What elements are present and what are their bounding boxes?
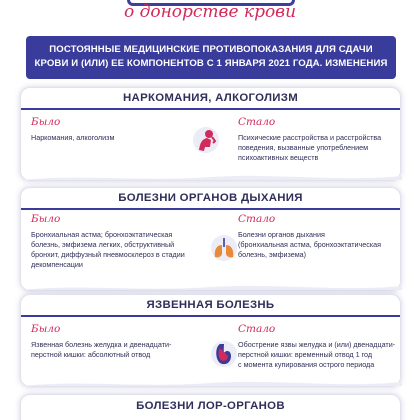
section-card-ent	[20, 394, 401, 420]
wave-decoration	[21, 284, 402, 290]
section-title: ЯЗВЕННАЯ БОЛЕЗНЬ	[146, 299, 275, 311]
was-text: Наркомания, алкоголизм	[31, 133, 115, 142]
wave-decoration	[21, 174, 402, 180]
section-card-ulcer	[20, 294, 401, 387]
lungs-icon	[209, 233, 239, 263]
section-card-respiratory	[20, 187, 401, 291]
info-banner	[26, 36, 396, 79]
became-text: Обострение язвы желудка и (или) двенадцати- перстной кишки: временный отвод 1 год с момента купирования острого периода	[238, 340, 396, 369]
section-card-addiction	[20, 87, 401, 181]
was-label: Было	[31, 116, 61, 128]
section-divider	[21, 108, 400, 110]
became-label: Стало	[238, 323, 276, 335]
became-text: Психические расстройства и расстройства поведения, вызванные употреблением психоактивных веществ	[238, 133, 382, 162]
banner-line-2: КРОВИ И (ИЛИ) ЕЕ КОМПОНЕНТОВ С 1 ЯНВАРЯ 2021 ГОДА. ИЗМЕНЕНИЯ	[34, 58, 388, 69]
became-label: Стало	[238, 213, 276, 225]
stomach-icon	[209, 339, 239, 369]
section-divider	[21, 315, 400, 317]
was-label: Было	[31, 213, 61, 225]
section-title: НАРКОМАНИЯ, АЛКОГОЛИЗМ	[123, 92, 298, 104]
became-label: Стало	[238, 116, 276, 128]
was-text: Бронхиальная астма; бронхоэктатическая болезнь, эмфизема легких, обструктивный бронхит, диффузный пневмосклероз в стадии декомпенсации	[31, 230, 185, 269]
head-pain-icon	[191, 125, 221, 155]
section-divider	[21, 208, 400, 210]
banner-line-1: ПОСТОЯННЫЕ МЕДИЦИНСКИЕ ПРОТИВОПОКАЗАНИЯ ДЛЯ СДАЧИ	[49, 44, 373, 55]
section-title: БОЛЕЗНИ ОРГАНОВ ДЫХАНИЯ	[118, 192, 303, 204]
page-subtitle: о донорстве крови	[123, 2, 297, 22]
wave-decoration	[21, 380, 402, 386]
became-text: Болезни органов дыхания (бронхиальная астма, бронхоэктатическая болезнь, эмфизема)	[238, 230, 382, 259]
was-label: Было	[31, 323, 61, 335]
was-text: Язвенная болезнь желудка и двенадцати- перстной кишки: абсолютный отвод	[31, 340, 172, 359]
section-title: БОЛЕЗНИ ЛОР-ОРГАНОВ	[136, 400, 285, 412]
